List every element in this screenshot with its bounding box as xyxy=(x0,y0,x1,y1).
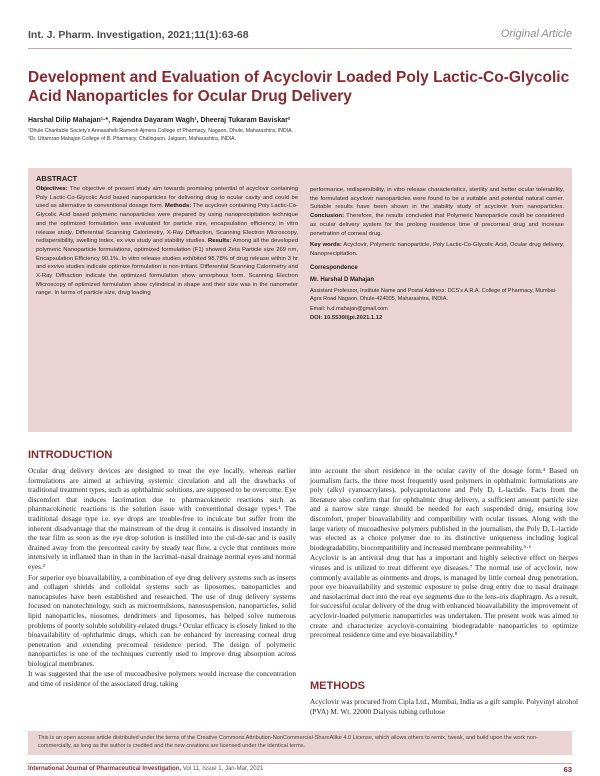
methods-body xyxy=(310,697,578,717)
footer-issue: Vol 11, Issue 1, Jan-Mar, 2021 xyxy=(181,766,264,772)
keywords-text: Acyclovir, Polymeric nanoparticle, Poly Lactic-Co-Glycolic Acid, Ocular drug delivery, Nanoprecipitation. xyxy=(310,242,564,257)
intro-paragraph-3: It was suggested that the use of mucoadhesive polymers would increase the concentration and time of residence of the associated drug, taking xyxy=(28,669,296,689)
affiliation-1: ¹Dhule Charitable Society's Annasaheb Ramesh Ajmera College of Pharmacy, Nagaon, Dhule, Maharashtra, INDIA. xyxy=(28,128,294,134)
affiliation-2: ²Dr. Uttamrao Mahajan College of B. Pharmacy, Chalisgaon, Jalgaon, Maharashtra, INDIA. xyxy=(28,136,237,142)
objectives-label: Objectives: xyxy=(36,186,68,192)
article-title: Development and Evaluation of Acyclovir Loaded Poly Lactic-Co-Glycolic Acid Nanoparticles for Ocular Drug Delivery xyxy=(28,69,570,105)
article-doi[interactable]: DOI: 10.5530/ijpi.2021.1.12 xyxy=(310,315,383,322)
abstract-body xyxy=(36,185,298,298)
results-text-continued: performance, redispersibility, in vitro release characteristics, sterility and better ocular tolerability, the formulated acyclovir nanoparticles were found to be a suitable and potential natural carrier. Suitable results have been shown in the stability study of acyclovir from nanoparticles. xyxy=(310,187,564,211)
abstract-left-column xyxy=(36,174,298,298)
page-number: 63 xyxy=(563,765,572,774)
methods-label: Methods: xyxy=(165,203,192,210)
keywords-label: Key words: xyxy=(310,242,342,249)
intro-paragraph-2: For superior eye bioavailability, a combination of eye drug delivery systems such as inserts and collagen shields and colloidal systems such as liposomes, nanoparticles and nanocapsules have been established and researched. The use of drug delivery systems focused on nanotechnology, such as microemulsions, nanosuspension, nanoparticles, solid lipid nanoparticles, niosomes, dendrimers and liposomes, has helped solve numerous problems of poorly soluble solubility-related drugs.³ Ocular efficacy is closely linked to the bioavailability of ophthalmic drugs, which can be enhanced by increasing corneal drug penetration and extending precorneal residence period. The design of polymeric nanoparticles is one of the techniques currently used to improve drug absorption across biological membranes. xyxy=(28,572,296,668)
body-column-left xyxy=(28,466,296,690)
intro-paragraph-5: Acyclovir is an antiviral drug that has a important and highly selective effect on herpes viruses and is utilized to treat different eye diseases.⁷ The normal use of acyclovir, now commonly available as ointments and drops, is managed by little corneal drug penetration, poor eye bioavailability and systemic exposure to pulse drug entry due to nasal drainage and nasolacrimal duct into the rear eye segments due to the lens-iris diaphragm. As a result, for successful ocular delivery of the drug with enhanced bioavailability the improvement of acyclovir-loaded polymeric nanoparticles was undertaken. The present work was aimed to create and characterize acyclovir-containing biodegradable nanoparticles to optimize precorneal residence time and eye bioavailability.⁸ xyxy=(310,553,578,640)
footer-journal-info xyxy=(28,766,263,772)
journal-citation: Int. J. Pharm. Investigation, 2021;11(1):63-68 xyxy=(28,29,249,41)
conclusion-label: Conclusion: xyxy=(310,213,345,220)
license-notice xyxy=(28,731,572,755)
methods-heading: METHODS xyxy=(310,680,365,692)
objectives-text: The objective of present study aim towards promising potential of acyclovir containing Poly Lactic-Co-Glycolic Acid based nanoparticles for delivering drug to ocular cavity and could be used as alternative to conventional dosage form. xyxy=(36,186,298,210)
intro-paragraph-4: into account the short residence in the ocular cavity of the dosage form.⁴ Based on journalism facts, the three most frequently used polymers in ophthalmic formulations are poly (alkyl cyanoacrylates), polycaprolactone and Poly D, L-lactide. Facts from the literature also confirm that for ophthalmic drug delivery, a sufficient amount particle size and a narrow size range should be needed for each suspended drug, ensuring low discomfort, proper bioavailability and compatibility with ocular tissues. Along with the large variety of mucoadhesive polymers published in the journalism, the Poly D, L-lactide was elected as a choice polymer due to its distinctive uniqueness including logical biodegradability, biocompatibility and increased membrane permeability.⁵·⁶ xyxy=(310,466,578,552)
conclusion-text: Therefore, the results concluded that Polymeric Nanoparticle could be considered as ocular delivery system for the prolong residence time of precorneal drug and increase penetration of corneal drug. xyxy=(310,213,564,237)
correspondence-heading: Correspondence xyxy=(310,264,358,271)
header-divider xyxy=(28,48,572,49)
footer-journal-name: International Journal of Pharmaceutical Investigation, xyxy=(28,766,182,772)
methods-paragraph: Acyclovir was procured from Cipla Ltd., Mumbai, India as a gift sample. Polyvinyl alcohol (PVA) M. Wt. 22000 Dialysis tubing cellulose xyxy=(310,697,578,716)
abstract-right-column xyxy=(310,186,564,321)
intro-paragraph-1: Ocular drug delivery devices are designed to treat the eye locally, whereas earlier formulations are aimed at achieving systemic circulation and all the drawbacks of traditional treatment types, such as ophthalmic solutions, are supposed to be overcome. Eye discomfort that induces lacrimation due to pharmacokinetic reactions such as pharmacokinetic reactions is the solution issue with conventional dosage types.¹ The traditional dosage type i.e. eye drops are trouble-free to inculcate but suffer from the inherent disadvantage that the mainstream of the drug it contains is dissolved instantly in the tear film as soon as the eye drop solution is instilled into the cul-de-sac and is easily drained away from the precorneal cavity by steady tear flow, a cycle that continues more intensively in inflamed than in than in the lacrimal–nasal drainage normal eyes and normal eyes.² xyxy=(28,466,296,571)
body-column-right xyxy=(310,466,578,641)
keywords-line xyxy=(310,241,564,258)
license-text: This is an open access article distributed under the terms of the Creative Commons Attribution-NonCommercial-ShareAlike 4.0 License, which allows others to remix, tweak, and build upon the work non-commercially, as long as the author is credited and the new creations are licensed under the identical terms. xyxy=(38,735,538,749)
abstract-body-continued xyxy=(310,186,564,238)
correspondence-name: Mr. Harshal D Mahajan xyxy=(310,276,375,283)
abstract-heading: ABSTRACT xyxy=(36,174,78,183)
introduction-heading: INTRODUCTION xyxy=(28,449,113,461)
results-text: Among all the developed polymeric Nanoparticle formulations, optimized formulation (F1) showed Zeta Particle size 269 nm, Encapsulation Efficiency 90.1%. In vitro release studies exhibited 98.78% of drug release within 3 hr and exvivo studies indicate optimize formulation is non-irritant. Differential Scanning Calorimetry and X-Ray Diffraction indicate the optimized formulation show amorphous form. Scanning Electron Microscopy of optimized formulation show cylindrical in shape and their size was in the nanometer range. In terms of particle size, drug loading xyxy=(36,238,299,297)
footer-divider xyxy=(28,763,572,764)
abstract-panel xyxy=(28,168,572,432)
correspondence-email[interactable]: Email: h.d.mahajan@gmail.com xyxy=(310,306,388,313)
running-header xyxy=(0,26,600,50)
author-list: Harshal Dilip Mahajan¹·*, Rajendra Dayaram Wagh¹, Dheeraj Tukaram Baviskar² xyxy=(28,117,291,124)
results-label: Results: xyxy=(207,238,232,245)
methods-text: The acyclovir containing Poly Lactic-Co-Glycolic Acid based polymeric nanoparticles were prepared by using nanoprecipitation technique and the optimized formulation was evaluated for particle size, encapsulation efficiency, in vitro release study, Differential Scanning Calorimetry, X-Ray Diffraction, Scanning Electron Microscopy, redispersibility, swelling index, ex vivo study and stability studies. xyxy=(36,203,298,245)
article-type-label: Original Article xyxy=(500,28,572,40)
correspondence-address: Assistant Professor, Institute Name and Postal Address: DCS's A.R.A. College of Pharmacy, Mumbai-Agra Road Nagaon, Dhule-424005, Maharashtra, INDIA. xyxy=(310,287,557,302)
